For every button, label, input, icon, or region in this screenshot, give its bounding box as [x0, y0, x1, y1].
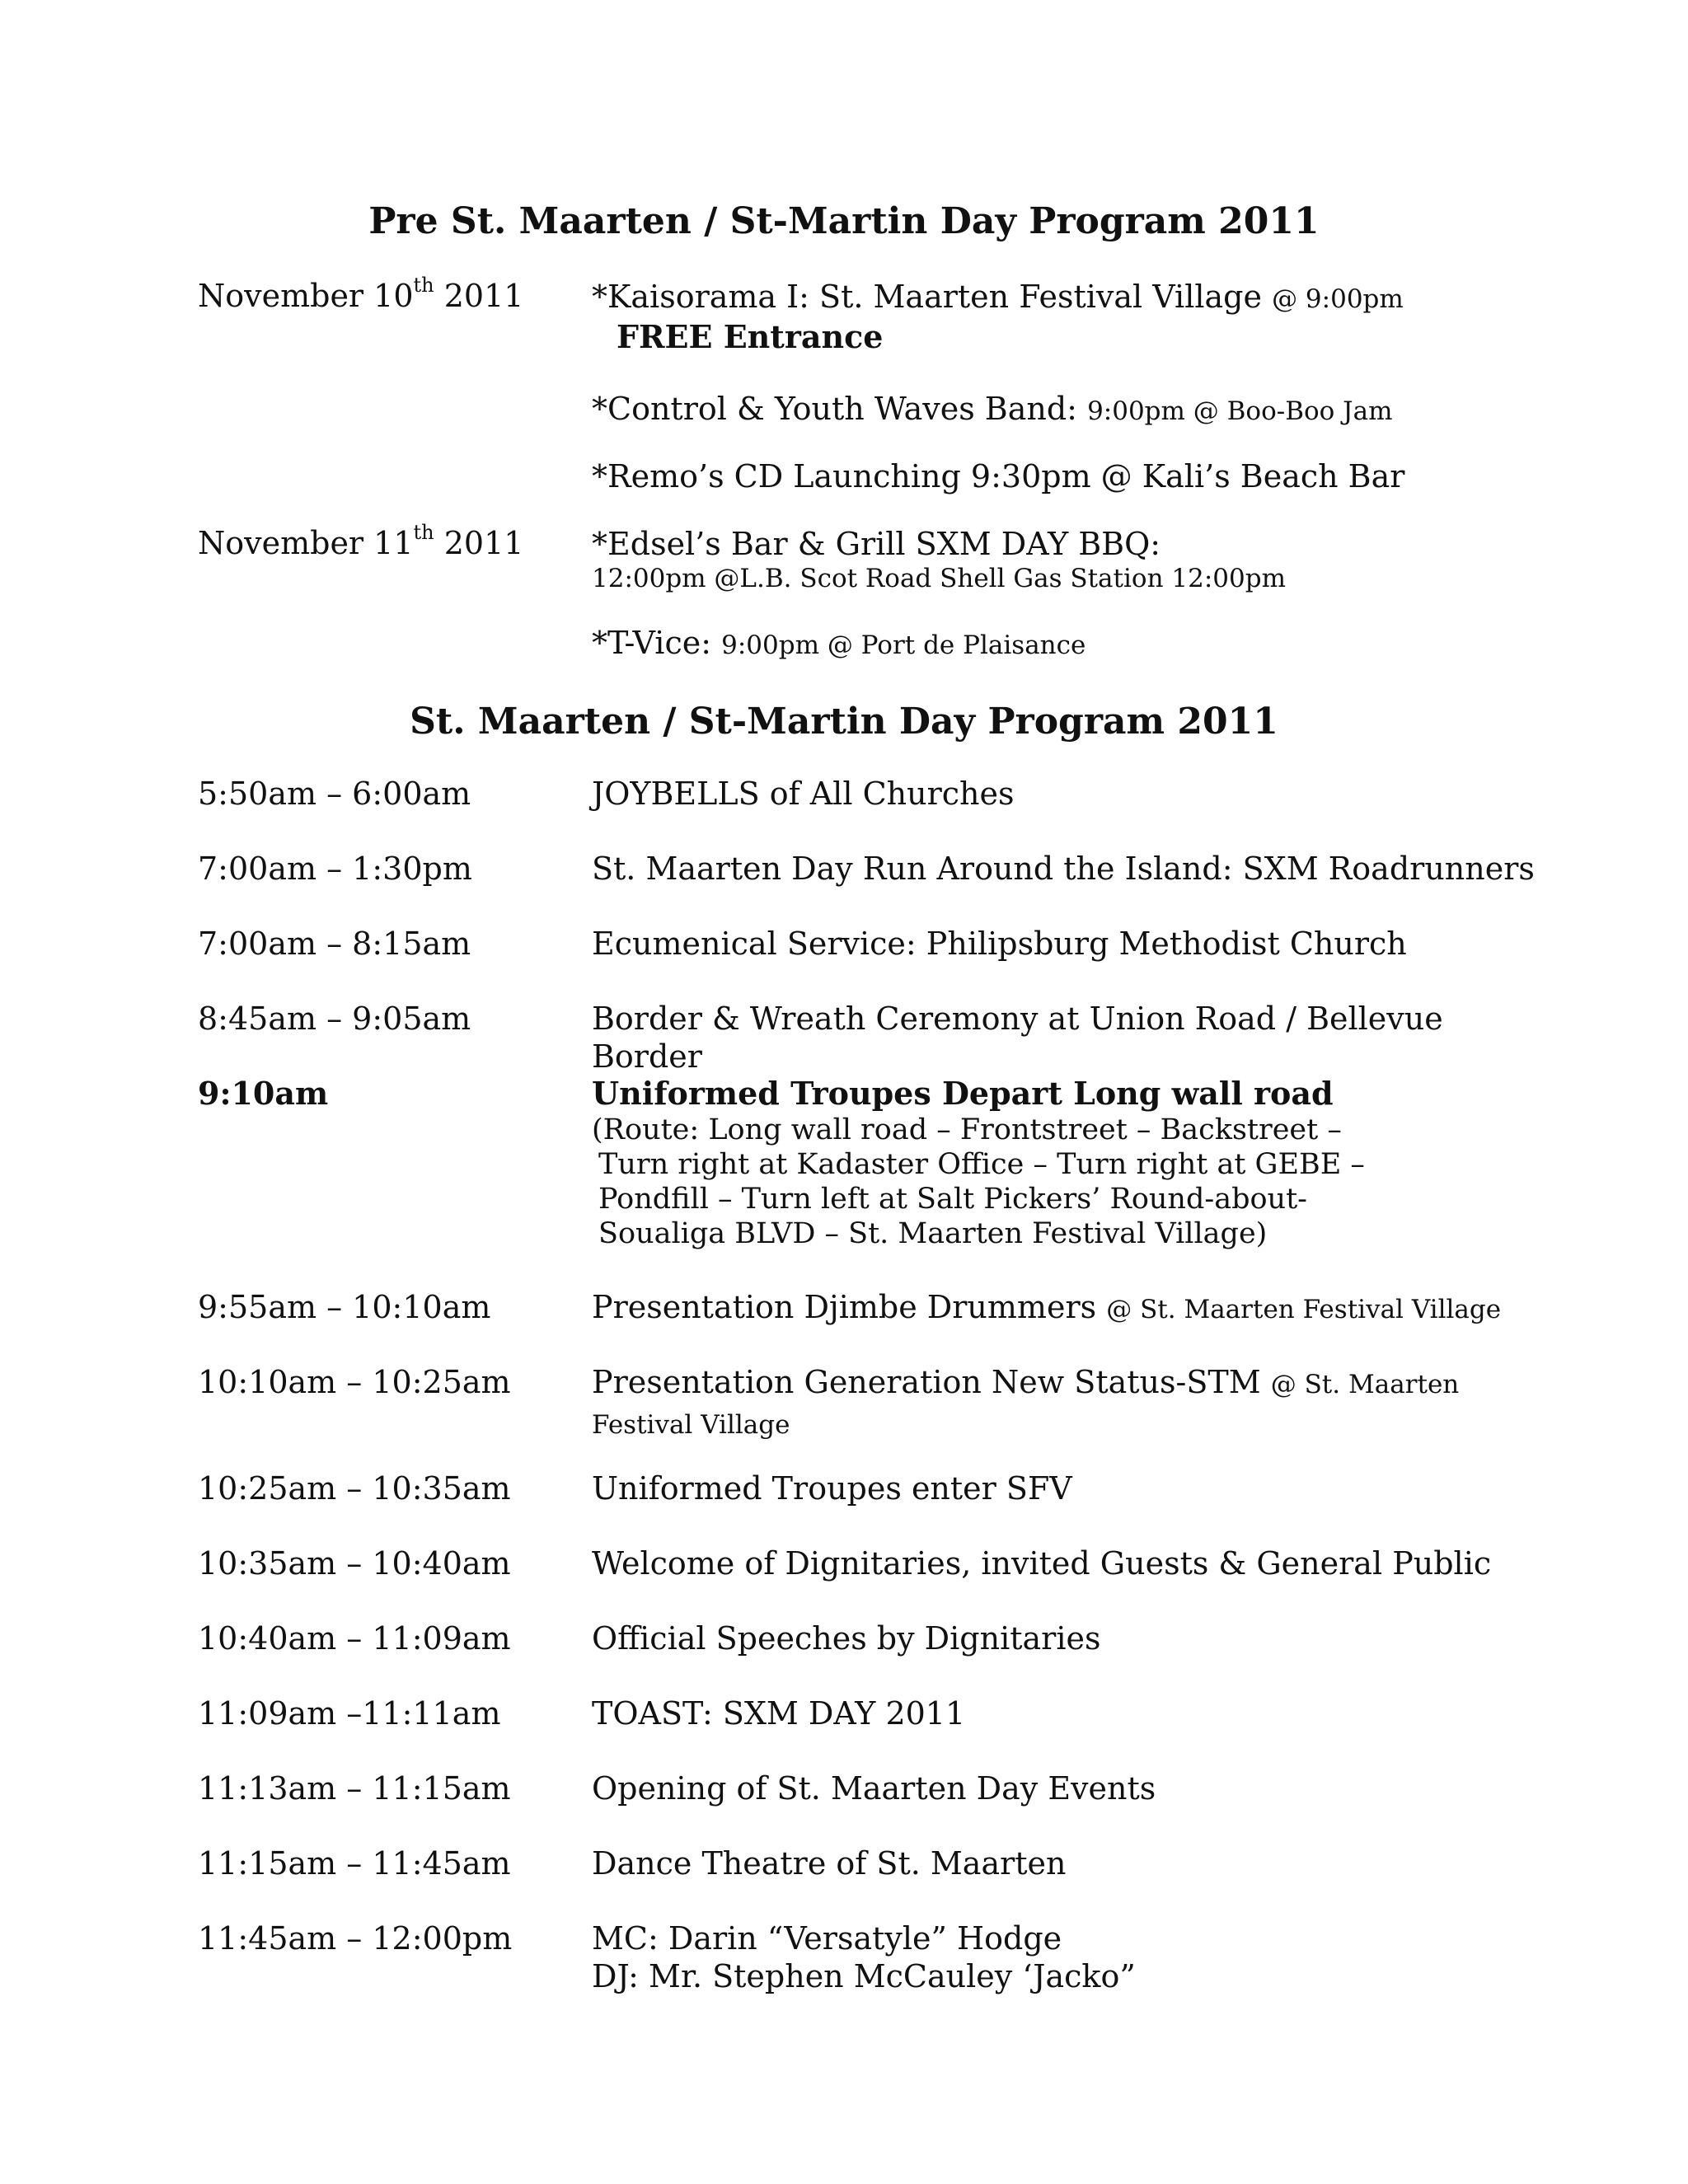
kaisorama-entry: *Kaisorama I: St. Maarten Festival Village @ 9:00pm FREE Entrance [592, 278, 1548, 356]
tvice-entry: *T-Vice: 9:00pm @ Port de Plaisance [592, 625, 1086, 661]
pre-program-title: Pre St. Maarten / St-Martin Day Program 2011 [368, 200, 1320, 242]
date-nov-11: November 11th 2011 [198, 521, 524, 561]
edsel-entry: *Edsel’s Bar & Grill SXM DAY BBQ: 12:00pm @L.B. Scot Road Shell Gas Station 12:00pm [592, 526, 1286, 593]
control-entry: *Control & Youth Waves Band: 9:00pm @ Boo-Boo Jam [592, 391, 1393, 427]
document-page: Pre St. Maarten / St-Martin Day Program 2011 November 10th 2011 *Kaisorama I: St. Maarten Festival Village @ 9:00pm FREE Entrance *Control & Youth Waves Band: 9:00pm @ Boo-Boo Jam *Remo’s CD Launching 9:30pm @ Kali’s Beach Bar November 11th 2011 *Edsel’s Bar & Grill SXM DAY BBQ: 12:00pm @L.B. Scot Road Shell Gas Station 12:00pm *T-Vice: 9:00pm @ Port de Plaisance St. Maarten / St-Martin Day Program 2011 5:50am – 6:00am JOYBELLS of All Churches 7:00am – 1:30pm St. Maarten Day Run Around the Island: SXM Roadrunners 7:00am – 8:15am Ecumenical Service: Philipsburg Methodist Church 8:45am – 9:05am Border & Wreath Ceremony at Union Road / Bellevue Border 9:10am Uniformed Troupes Depart Long wall road (Route: Long wall road – Frontstreet – Backstreet – Turn right at Kadaster Office – Turn right at GEBE – Pondfill – Turn left at Salt Pickers’ Round-about- Soualiga BLVD – St. Maarten Festival Village) 9:55am – 10:10am Presentation Djimbe Drummers @ St. Maarten Festival Village 10:10am – 10:25am Presentation Generation New Status-STM @ St. Maarten Festival Village 10:25am – 10:35am Uniformed Troupes enter SFV 10:35am – 10:40am Welcome of Dignitaries, invited Guests & General Public 10:40am – 11:09am Official Speeches by Dignitaries 11:09am –11:11am TOAST: SXM DAY 2011 11:13am – 11:15am Opening of St. Maarten Day Events 11:15am – 11:45am Dance Theatre of St. Maarten 11:45am – 12:00pm MC: Darin “Versatyle” Hodge DJ: Mr. Stephen McCauley ‘Jacko” [0, 0, 1688, 2184]
day-program-title: St. Maarten / St-Martin Day Program 2011 [410, 701, 1278, 743]
parade-route: (Route: Long wall road – Frontstreet – Backstreet – Turn right at Kadaster Office – Turn right at GEBE – Pondfill – Turn left at Salt Pickers’ Round-about- Soualiga BLVD – St. Maarten Festival Village) [592, 1113, 1365, 1250]
date-nov-10: November 10th 2011 [198, 274, 524, 314]
remo-entry: *Remo’s CD Launching 9:30pm @ Kali’s Beach Bar [592, 458, 1405, 494]
free-entrance: FREE Entrance [617, 318, 884, 355]
